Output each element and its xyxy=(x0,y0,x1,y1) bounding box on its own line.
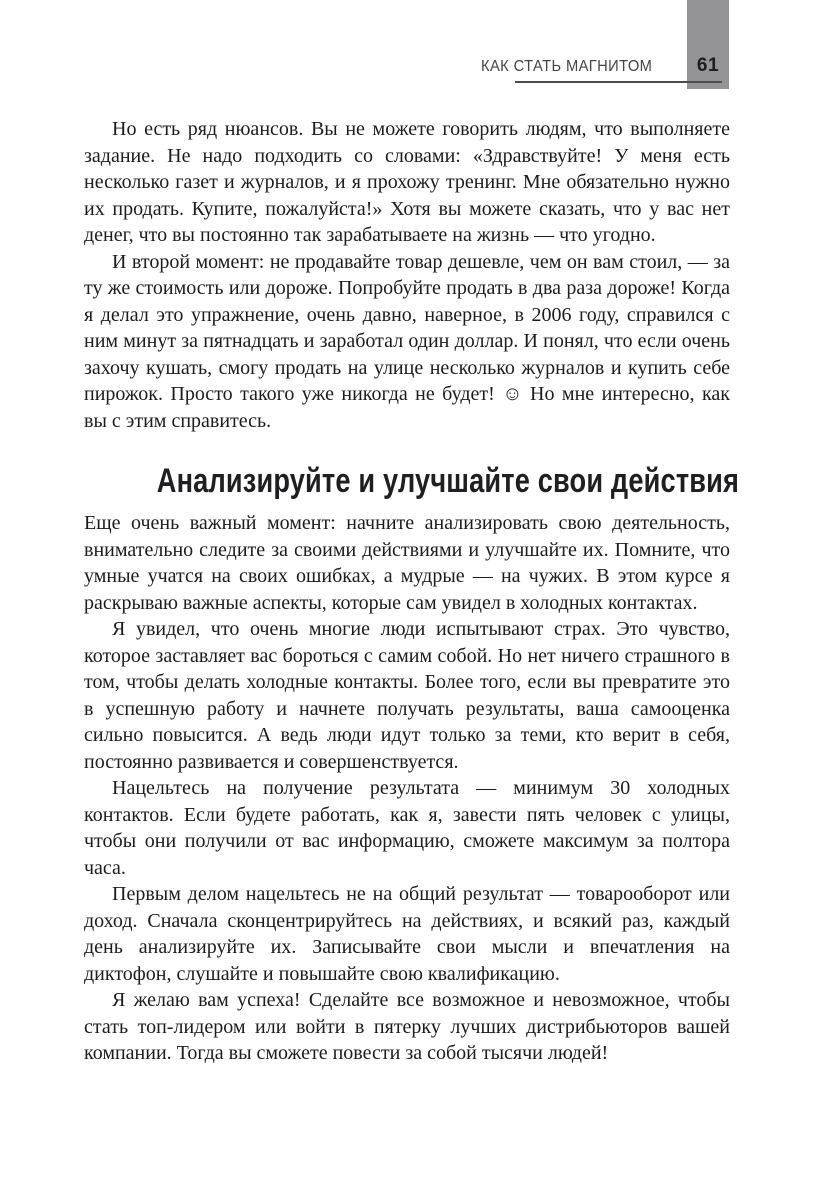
paragraph-second-point: И второй момент: не продавайте товар дешевле, чем он вам стоил, — за ту же стоимость или дороже. Попробуйте продать в два раза дороже! Когда я делал это упражнение, очень давно, наверное, в 2006 году, справился с ним минут за пятнадцать и заработал один доллар. И понял, что если очень захочу кушать, смогу продать на улице несколько журналов и купить себе пирожок. Просто такого уже никогда не будет! ☺ Но мне интересно, как вы с этим справитесь. xyxy=(84,250,730,432)
page-number-tab xyxy=(687,0,729,89)
paragraph-target-result: Нацельтесь на получение результата — минимум 30 холодных контактов. Если будете работать, как я, завести пять человек с улицы, чтобы они получили от вас информацию, сможете максимум за полтора часа. xyxy=(84,777,730,879)
section-heading xyxy=(84,461,740,501)
paragraph-focus-actions: Первым делом нацельтесь не на общий результат — товарооборот или доход. Сначала сконцентрируйтесь на действиях, и всякий раз, каждый день анализируйте их. Записывайте свои мысли и впечатления на диктофон, слушайте и повышайте свою квалификацию. xyxy=(84,883,730,985)
paragraph-nuances: Но есть ряд нюансов. Вы не можете говорить людям, что выполняете задание. Не надо подходить со словами: «Здравствуйте! У меня есть несколько газет и журналов, и я прохожу тренинг. Мне обязательно нужно их продать. Купите, пожалуйста!» Хотя вы можете сказать, что у вас нет денег, что вы постоянно так зарабатываете на жизнь — что угодно. xyxy=(84,118,730,246)
paragraph-fear: Я увидел, что очень многие люди испытывают страх. Это чувство, которое заставляет вас бороться с самим собой. Но нет ничего страшного в том, чтобы делать холодные контакты. Более того, если вы превратите это в успешную работу и начнете получать результаты, ваша самооценка сильно повысится. А ведь люди идут только за теми, кто верит в себя, постоянно развивается и совершенствуется. xyxy=(84,618,730,773)
header-rule xyxy=(515,81,722,83)
text-column xyxy=(84,116,740,1067)
page-number: 61 xyxy=(696,55,720,76)
paragraph-wish-success: Я желаю вам успеха! Сделайте все возможное и невозможное, чтобы стать топ-лидером или войти в пятерку лучших дистрибьюторов вашей компании. Тогда вы сможете повести за собой тысячи людей! xyxy=(84,989,730,1064)
paragraph-analyze-intro: Еще очень важный момент: начните анализировать свою деятельность, внимательно следите за своими действиями и улучшайте их. Помните, что умные учатся на своих ошибках, а мудрые — на чужих. В этом курсе я раскрываю важные аспекты, которые сам увидел в холодных контактах. xyxy=(84,512,730,614)
section-heading-text: Анализируйте и улучшайте свои действия xyxy=(156,462,740,500)
running-title: КАК СТАТЬ МАГНИТОМ xyxy=(480,58,652,75)
